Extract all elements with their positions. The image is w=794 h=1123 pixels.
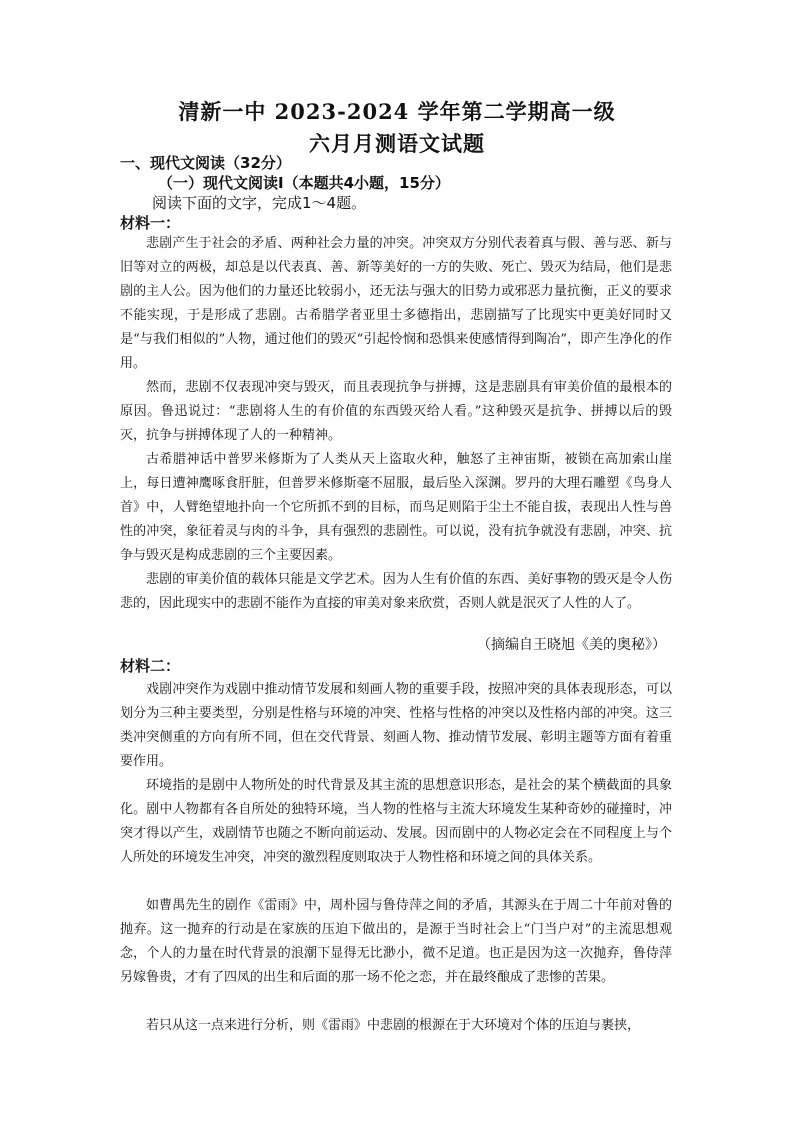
material1-source: （摘编自王晓旭《美的奥秘》） bbox=[477, 637, 666, 653]
subsection-heading: （一）现代文阅读Ⅰ（本题共4小题，15分） bbox=[158, 174, 450, 192]
exam-title-line1: 清新一中 2023-2024 学年第二学期高一级 bbox=[178, 99, 616, 124]
exam-title-line2: 六月月测语文试题 bbox=[309, 131, 485, 156]
material2-paragraph-4: 若只从这一点来进行分析，则《雷雨》中悲剧的根源在于大环境对个体的压迫与裹挟， bbox=[146, 1018, 641, 1033]
section-heading: 一、现代文阅读（32分） bbox=[120, 154, 291, 172]
material1-paragraph-1: 悲剧产生于社会的矛盾、两种社会力量的冲突。冲突双方分别代表着真与假、善与恶、新与旧等对立的两极，却总是以代表真、善、新等美好的一方的失败、死亡、毁灭为结局，他们是悲剧的主人公。因为他们的力量还比较弱小，还无法与强大的旧势力或邪恶力量抗衡，正义的要求不能实现，于是形成了悲剧。古希腊学者亚里士多德指出，悲剧描写了比现实中更美好同时又是“与我们相似的”人物，通过他们的毁灭“引起怜悯和恐惧来使感情得到陶冶”，即产生净化的作用。 bbox=[120, 236, 672, 371]
reading-instruction: 阅读下面的文字，完成1～4题。 bbox=[152, 194, 367, 212]
material1-paragraph-2: 然而，悲剧不仅表现冲突与毁灭，而且表现抗争与拼搏，这是悲剧具有审美价值的最根本的原因。鲁迅说过：“悲剧将人生的有价值的东西毁灭给人看。”这种毁灭是抗争、拼搏以后的毁灭，抗争与拼搏体现了人的一种精神。 bbox=[120, 380, 672, 443]
material2-paragraph-1: 戏剧冲突作为戏剧中推动情节发展和刻画人物的重要手段，按照冲突的具体表现形态，可以划分为三种主要类型，分别是性格与环境的冲突、性格与性格的冲突以及性格内部的冲突。这三类冲突侧重的方向有所不同，但在交代背景、刻画人物、推动情节发展、彰明主题等方面有着重要作用。 bbox=[120, 682, 672, 769]
material2-paragraph-2: 环境指的是剧中人物所处的时代背景及其主流的思想意识形态，是社会的某个横截面的具象化。剧中人物都有各自所处的独特环境，当人物的性格与主流大环境发生某种奇妙的碰撞时，冲突才得以产生，戏剧情节也随之不断向前运动、发展。因而剧中的人物必定会在不同程度上与个人所处的环境发生冲突，冲突的激烈程度则取决于人物性格和环境之间的具体关系。 bbox=[120, 778, 672, 865]
material1-paragraph-3: 古希腊神话中普罗米修斯为了人类从天上盗取火种，触怒了主神宙斯，被锁在高加索山崖上，每日遭神鹰啄食肝脏，但普罗米修斯毫不屈服，最后坠入深渊。罗丹的大理石雕塑《鸟身人首》中，人臂绝望地扑向一个它所抓不到的目标，而鸟足则陷于尘土不能自拔，表现出人性与兽性的冲突，象征着灵与肉的斗争，具有强烈的悲剧性。可以说，没有抗争就没有悲剧，冲突、抗争与毁灭是构成悲剧的三个主要因素。 bbox=[120, 452, 672, 563]
material1-heading: 材料一： bbox=[120, 214, 181, 232]
material2-heading: 材料二： bbox=[120, 657, 181, 675]
material1-paragraph-4: 悲剧的审美价值的载体只能是文学艺术。因为人生有价值的东西、美好事物的毁灭是令人伤悲的，因此现实中的悲剧不能作为直接的审美对象来欣赏，否则人就是泯灭了人性的人了。 bbox=[120, 572, 672, 611]
material2-paragraph-3: 如曹禺先生的剧作《雷雨》中，周朴园与鲁侍萍之间的矛盾，其源头在于周二十年前对鲁的抛弃。这一抛弃的行动是在家族的压迫下做出的，是源于当时社会上“门当户对”的主流思想观念，个人的力量在时代背景的浪潮下显得无比渺小，微不足道。也正是因为这一次抛弃，鲁侍萍另嫁鲁贵，才有了四凤的出生和后面的那一场不伦之恋，并在最终酿成了悲惨的苦果。 bbox=[120, 898, 672, 985]
